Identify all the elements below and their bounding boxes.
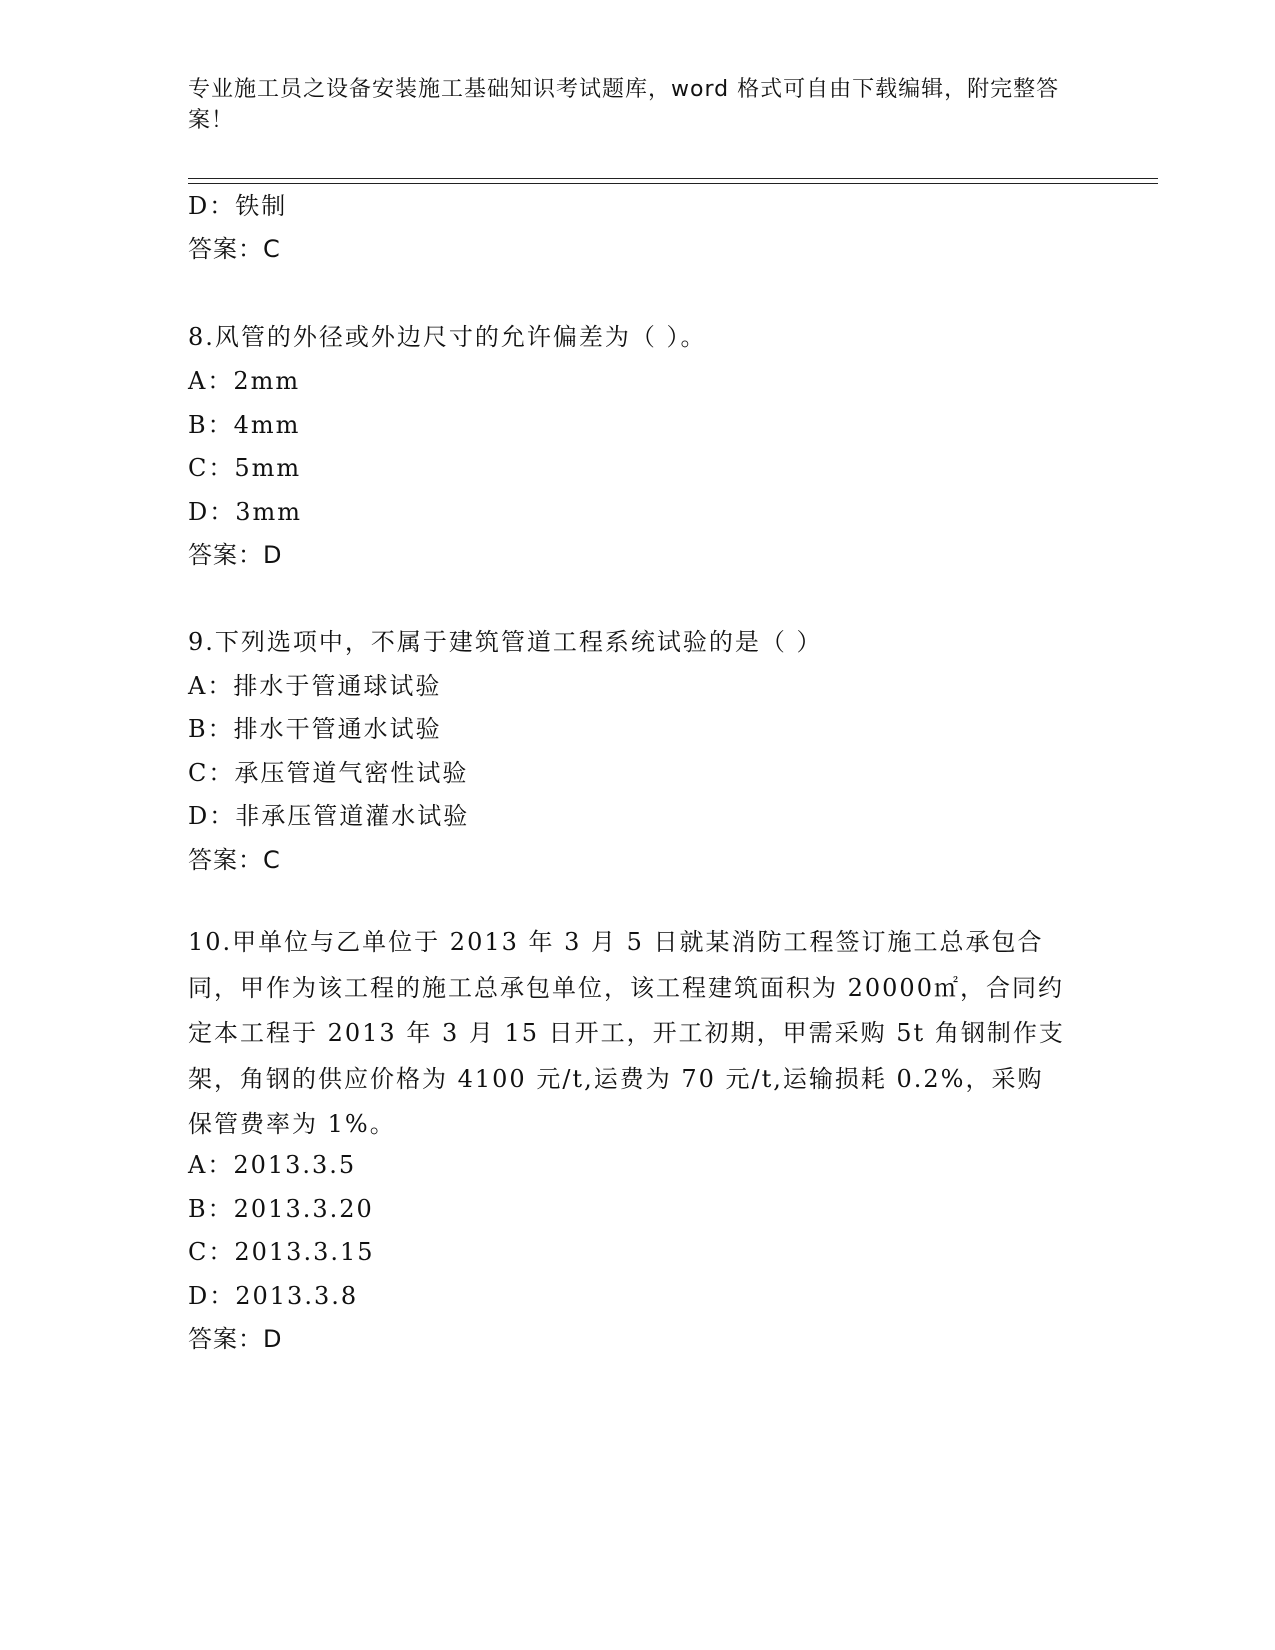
q10-option-d: D：2013.3.8 — [188, 1282, 359, 1310]
q10-option-a: A：2013.3.5 — [188, 1151, 357, 1179]
q9-question: 9.下列选项中，不属于建筑管道工程系统试验的是（ ） — [188, 628, 823, 656]
q10-question: 10.甲单位与乙单位于 2013 年 3 月 5 日就某消防工程签订施工总承包合同，甲作为该工程的施工总承包单位，该工程建筑面积为 20000㎡，合同约定本工程于 2013 年 3 月 15 日开工，开工初期，甲需采购 5t 角钢制作支架，角钢的供应价格为 4100 元/t,运费为 70 元/t,运输损耗 0.2%，采购保管费率为 1%。 — [188, 928, 1065, 1138]
header-divider-top — [188, 178, 1158, 179]
q8-option-d: D：3mm — [188, 498, 303, 526]
q9-option-d: D：非承压管道灌水试验 — [188, 802, 470, 830]
prev-answer: 答案：C — [188, 235, 281, 263]
prev-option-d: D：铁制 — [188, 192, 288, 220]
q8-option-b: B：4mm — [188, 411, 301, 439]
q8-question: 8.风管的外径或外边尺寸的允许偏差为（ ）。 — [188, 323, 707, 351]
document-header: 专业施工员之设备安装施工基础知识考试题库，word 格式可自由下载编辑，附完整答案！ — [188, 77, 1060, 133]
q9-option-b: B：排水干管通水试验 — [188, 715, 442, 743]
q10-answer: 答案：D — [188, 1325, 283, 1353]
q8-option-c: C：5mm — [188, 454, 302, 482]
q9-option-a: A：排水于管通球试验 — [188, 672, 442, 700]
q9-answer: 答案：C — [188, 846, 281, 874]
q10-option-c: C：2013.3.15 — [188, 1238, 375, 1266]
q10-option-b: B：2013.3.20 — [188, 1195, 374, 1223]
q9-option-c: C：承压管道气密性试验 — [188, 759, 469, 787]
header-divider-bottom — [188, 183, 1158, 184]
q8-answer: 答案：D — [188, 541, 283, 569]
q8-option-a: A：2mm — [188, 367, 301, 395]
